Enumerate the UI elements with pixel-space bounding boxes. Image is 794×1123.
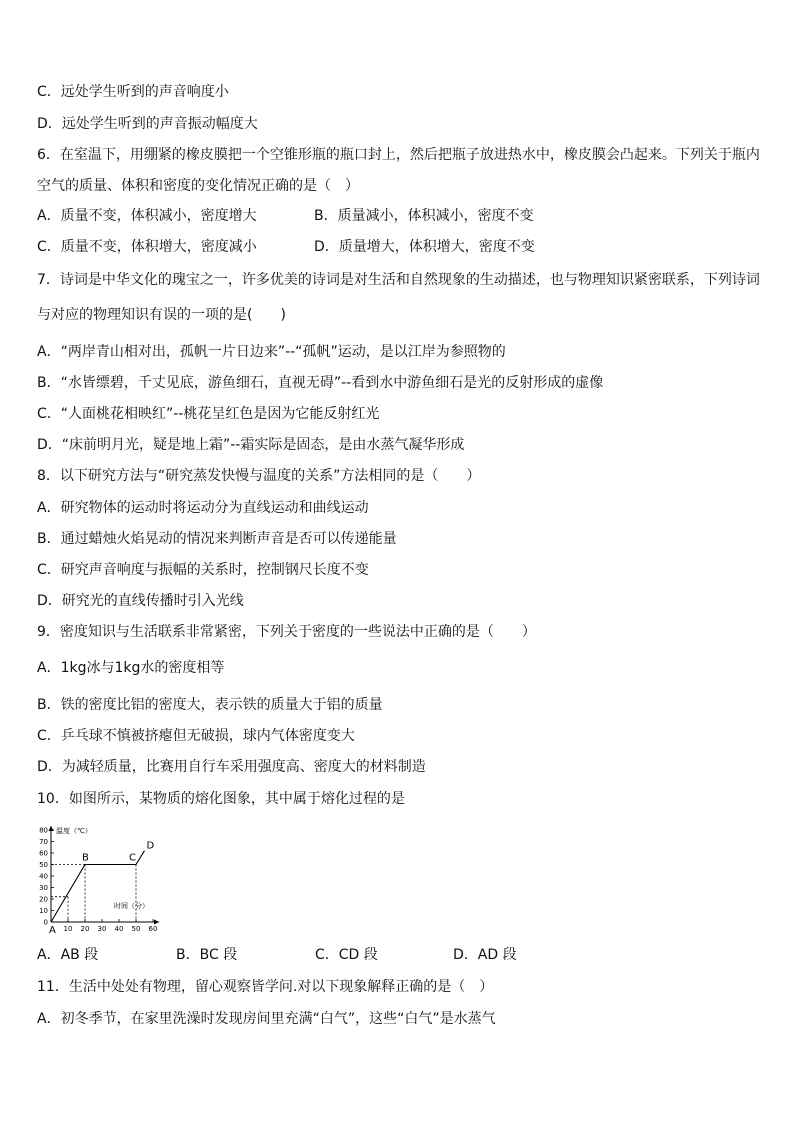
question-11: 11．生活中处处有物理，留心观察皆学问.对以下现象解释正确的是（ ） [37,979,494,995]
x-tick-label: 40 [114,925,124,933]
q6-option-d: D．质量增大，体积增大，密度不变 [314,239,535,255]
y-tick-label: 80 [39,826,48,835]
question-6-line-2: 空气的质量、体积和密度的变化情况正确的是（ ） [37,178,359,194]
q5-option-d: D．远处学生听到的声音振动幅度大 [37,116,258,132]
q9-option-d: D．为减轻质量，比赛用自行车采用强度高、密度大的材料制造 [37,759,426,775]
x-axis-label: 时间（分） [114,902,149,910]
q9-option-b: B．铁的密度比铝的密度大，表示铁的质量大于铝的质量 [37,697,383,713]
q7-option-b: B．“水皆缥碧，千丈见底，游鱼细石，直视无碍”--看到水中游鱼细石是光的反射形成的虚像 [37,375,604,391]
q7-option-a: A．“两岸青山相对出，孤帆一片日边来”--“孤帆”运动，是以江岸为参照物的 [37,344,506,360]
series-segment-cd [136,851,145,865]
q8-option-c: C．研究声音响度与振幅的关系时，控制钢尺长度不变 [37,562,369,578]
y-axis-label: 温度（℃） [56,827,92,835]
y-tick-label: 40 [39,872,48,881]
y-tick-label: 30 [39,884,48,892]
x-tick-label: 30 [97,925,107,933]
q8-option-a: A．研究物体的运动时将运动分为直线运动和曲线运动 [37,500,369,516]
q6-option-b: B．质量减小，体积减小，密度不变 [314,208,534,224]
q6-option-a: A．质量不变，体积减小，密度增大 [37,208,257,224]
point-label-c: C [129,852,136,864]
q7-option-d: D．“床前明月光，疑是地上霜”--霜实际是固态，是由水蒸气凝华形成 [37,437,465,453]
y-tick-label: 0 [43,918,48,927]
q11-option-a: A．初冬季节，在家里洗澡时发现房间里充满“白气”，这些“白气”是水蒸气 [37,1011,496,1027]
q10-option-a: A．AB 段 [37,947,99,963]
question-7-line-1: 7．诗词是中华文化的瑰宝之一，许多优美的诗词是对生活和自然现象的生动描述，也与物理知识紧密联系，下列诗词 [37,272,760,288]
y-tick-label: 50 [39,861,48,869]
question-10: 10．如图所示，某物质的熔化图象，其中属于熔化过程的是 [37,791,405,807]
x-tick-label: 60 [148,925,158,933]
q10-option-b: B．BC 段 [176,947,238,963]
x-tick-label: 20 [80,925,90,933]
point-label-a: A [49,925,56,936]
q8-option-b: B．通过蜡烛火焰晃动的情况来判断声音是否可以传递能量 [37,531,397,547]
q10-option-d: D．AD 段 [453,947,517,963]
question-9: 9．密度知识与生活联系非常紧密，下列关于密度的一些说法中正确的是（ ） [37,624,536,640]
question-8: 8．以下研究方法与“研究蒸发快慢与温度的关系”方法相同的是（ ） [37,468,481,484]
q9-option-c: C．乒乓球不慎被挤瘪但无破损，球内气体密度变大 [37,728,355,744]
melting-chart [30,812,210,936]
q5-option-c: C．远处学生听到的声音响度小 [37,84,229,100]
q7-option-c: C．“人面桃花相映红”--桃花呈红色是因为它能反射红光 [37,406,380,422]
q6-option-c: C．质量不变，体积增大，密度减小 [37,239,257,255]
y-tick-label: 10 [39,907,48,915]
x-axis-arrow [154,920,159,925]
y-tick-label: 60 [39,849,48,858]
q10-option-c: C．CD 段 [315,947,378,963]
x-tick-label: 50 [131,925,141,933]
question-7-line-2: 与对应的物理知识有误的一项的是( ) [37,307,286,323]
x-tick-label: 10 [63,925,73,933]
q8-option-d: D．研究光的直线传播时引入光线 [37,593,244,609]
point-label-d: D [146,840,155,852]
point-label-b: B [82,852,89,864]
question-6-line-1: 6．在室温下，用绷紧的橡皮膜把一个空锥形瓶的瓶口封上，然后把瓶子放进热水中，橡皮膜会凸起来。下列关于瓶内 [37,147,760,163]
q9-option-a: A．1kg冰与1kg水的密度相等 [37,660,225,676]
y-tick-label: 70 [39,838,48,846]
y-tick-label: 20 [39,895,48,904]
